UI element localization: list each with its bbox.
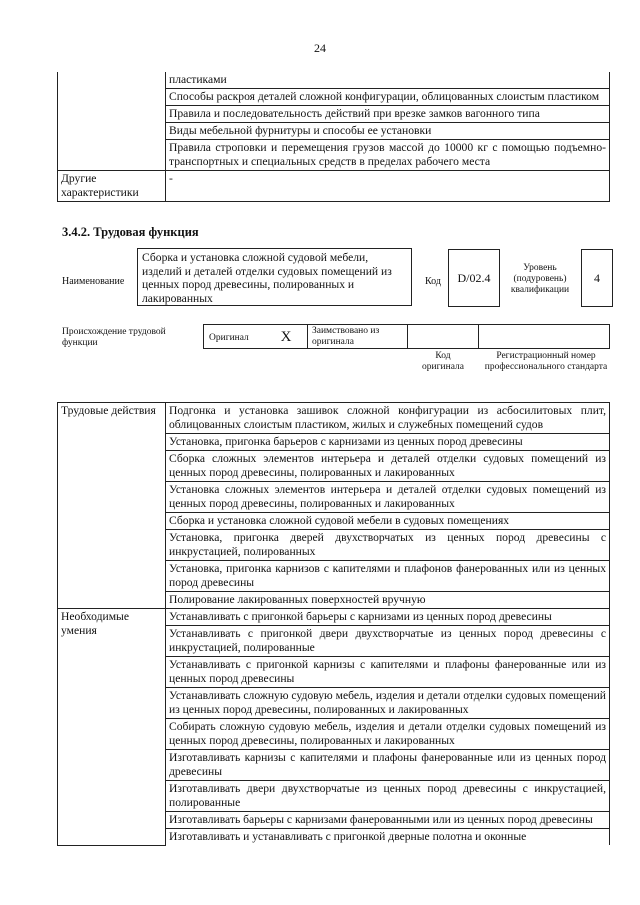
list-item: пластиками (166, 72, 610, 89)
section-title: 3.4.2. Трудовая функция (62, 225, 199, 239)
qualification-level: 4 (594, 270, 600, 285)
original-label: Оригинал (209, 333, 249, 343)
list-item: Изготавливать карнизы с капителями и плафоны фанерованные или из ценных пород древесины (166, 750, 610, 781)
function-code: D/02.4 (457, 270, 491, 285)
list-item: Собирать сложную судовую мебель, изделия и детали отделки судовых помещений из ценных пород древесины, полированных и лакированных (166, 719, 610, 750)
list-item: Изготавливать двери двухстворчатые из ценных пород древесины с инкрустацией, полированные (166, 781, 610, 812)
borrowed-label: Заимствовано из оригинала (312, 326, 380, 347)
list-item: Установка, пригонка дверей двухстворчатых из ценных пород древесины с инкрустацией, полированных (166, 530, 610, 561)
original-mark: X (280, 329, 292, 345)
list-item: Подгонка и установка зашивок сложной конфигурации из асбосилитовых плит, облицованных слоистым пластиком, жилых и служебных помещений судов (166, 403, 610, 434)
page-number: 24 (314, 41, 326, 55)
divider (478, 325, 479, 348)
list-item: Устанавливать с пригонкой двери двухстворчатые из ценных пород древесины с инкрустацией, полированные (166, 626, 610, 657)
registration-caption: Регистрационный номер профессионального стандарта (484, 351, 608, 372)
divider (407, 325, 408, 348)
table-row (58, 171, 610, 202)
list-item: Устанавливать с пригонкой карнизы с капителями и плафоны фанерованные или из ценных пород древесины (166, 657, 610, 688)
list-item: Изготавливать барьеры с карнизами фанерованными или из ценных пород древесины (166, 812, 610, 829)
code-value-box (448, 249, 500, 307)
list-item: Виды мебельной фурнитуры и способы ее установки (166, 123, 610, 140)
level-label: Уровень (подуровень) квалификации (510, 263, 570, 295)
origin-label: Происхождение трудовой функции (62, 327, 166, 348)
list-item: Установка, пригонка карнизов с капителями и плафонов фанерованных или из ценных пород древесины (166, 561, 610, 592)
function-name: Сборка и установка сложной судовой мебели, изделий и деталей отделки судовых помещений из ценных пород древесины, полированных и лакированных (142, 251, 392, 305)
level-value-box (581, 249, 613, 307)
name-label: Наименование (62, 276, 125, 287)
list-item: Установка, пригонка барьеров с карнизами из ценных пород древесины (166, 434, 610, 451)
origin-box (203, 324, 610, 349)
list-item: Способы раскроя деталей сложной конфигурации, облицованных слоистым пластиком (166, 89, 610, 106)
list-item: Сборка и установка сложной судовой мебели в судовых помещениях (166, 513, 610, 530)
row-label: Трудовые действия (58, 403, 166, 609)
row-label: Необходимые умения (58, 609, 166, 846)
row-label (58, 72, 166, 171)
list-item: Правила строповки и перемещения грузов массой до 10000 кг с помощью подъемно-транспортных и специальных средств в пределах рабочего места (166, 140, 610, 171)
table-row (58, 72, 610, 89)
main-table (57, 402, 610, 846)
divider (307, 325, 308, 348)
list-item: Полирование лакированных поверхностей вручную (166, 592, 610, 609)
list-item: - (166, 171, 610, 202)
list-item: Правила и последовательность действий при врезке замков вагонного типа (166, 106, 610, 123)
list-item: Сборка сложных элементов интерьера и деталей отделки судовых помещений из ценных пород древесины, полированных и лакированных (166, 451, 610, 482)
code-label: Код (425, 276, 441, 287)
list-item: Установка сложных элементов интерьера и деталей отделки судовых помещений из ценных пород древесины, полированных и лакированных (166, 482, 610, 513)
code-original-caption: Код оригинала (422, 351, 464, 372)
list-item: Устанавливать сложную судовую мебель, изделия и детали отделки судовых помещений из ценных пород древесины, полированных и лакированных (166, 688, 610, 719)
row-label: Другие характеристики (58, 171, 166, 202)
list-item: Изготавливать и устанавливать с пригонкой дверные полотна и оконные (166, 829, 610, 846)
top-table (57, 72, 610, 202)
table-row (58, 609, 610, 626)
list-item: Устанавливать с пригонкой барьеры с карнизами из ценных пород древесины (166, 609, 610, 626)
name-value-box (137, 248, 412, 306)
table-row (58, 403, 610, 434)
